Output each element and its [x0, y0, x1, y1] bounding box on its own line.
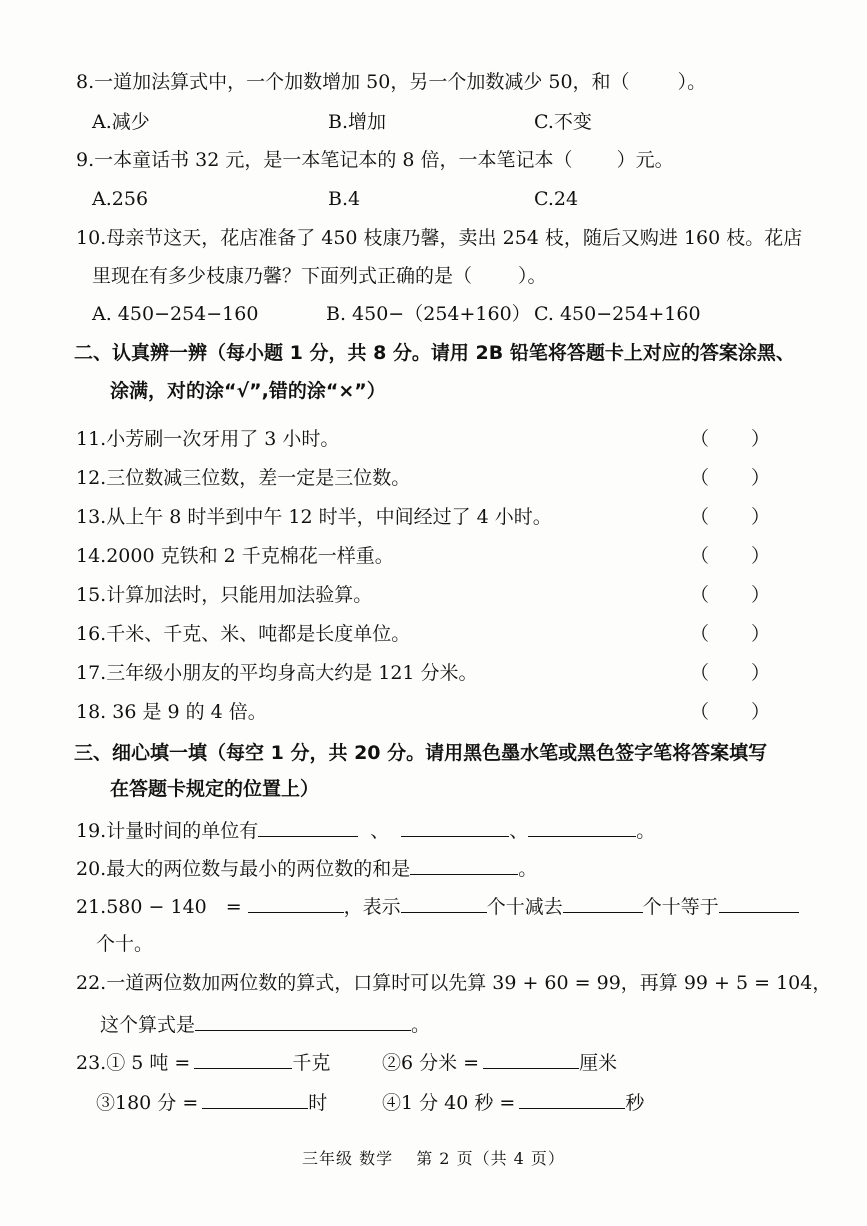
- answer-blank[interactable]: [194, 1048, 292, 1069]
- answer-blank[interactable]: [563, 892, 643, 913]
- option-10b: B. 450−（254+160）: [326, 303, 531, 325]
- question-23-stem: ②6 分米 =: [382, 1052, 480, 1074]
- question-9-close: ）元。: [616, 149, 674, 171]
- question-10-stem: 里现在有多少枝康乃馨？下面列式正确的是（: [92, 265, 473, 287]
- option-10c: C. 450−254+160: [534, 303, 701, 325]
- answer-blank[interactable]: [202, 1088, 308, 1109]
- paren-open: （: [690, 662, 710, 684]
- answer-parentheses[interactable]: [690, 582, 770, 608]
- period: 。: [636, 820, 656, 842]
- answer-parentheses[interactable]: [690, 543, 770, 569]
- question-8-close: ）。: [677, 71, 707, 93]
- question-23-part4: [382, 1088, 644, 1116]
- question-20-stem: 20.最大的两位数与最小的两位数的和是: [76, 858, 411, 880]
- answer-parentheses[interactable]: [690, 504, 770, 530]
- answer-blank[interactable]: [410, 854, 518, 875]
- unit-label: 时: [308, 1092, 328, 1114]
- question-23-part1: [76, 1048, 330, 1076]
- judge-item-text: 16.千米、千克、米、吨都是长度单位。: [76, 623, 411, 645]
- question-21-text: 个十等于: [642, 896, 719, 918]
- question-8-stem: 8.一道加法算式中，一个加数增加 50，另一个加数减少 50，和（: [76, 71, 630, 93]
- question-21-cont: 个十。: [96, 933, 154, 955]
- option-9b: B.4: [328, 188, 361, 210]
- question-22-stem: 这个算式是: [100, 1014, 196, 1036]
- paren-close: ）: [751, 584, 771, 606]
- question-8: [76, 69, 706, 95]
- answer-parentheses[interactable]: [690, 426, 770, 452]
- section-2-heading-cont: 涂满，对的涂“√”,错的涂“×”）: [110, 380, 386, 402]
- question-23-stem: ③180 分 =: [96, 1092, 199, 1114]
- answer-blank[interactable]: [248, 892, 344, 913]
- answer-blank[interactable]: [719, 892, 799, 913]
- question-20: [76, 854, 537, 882]
- judge-item-text: 17.三年级小朋友的平均身高大约是 121 分米。: [76, 662, 478, 684]
- option-9a: A.256: [92, 188, 149, 210]
- question-19-stem: 19.计量时间的单位有: [76, 820, 259, 842]
- answer-blank[interactable]: [519, 1088, 625, 1109]
- paren-close: ）: [751, 467, 771, 489]
- question-10-close: ）。: [518, 265, 547, 287]
- answer-parentheses[interactable]: [690, 660, 770, 686]
- option-8c: C.不变: [534, 111, 592, 133]
- paren-open: （: [690, 545, 710, 567]
- paren-close: ）: [751, 545, 771, 567]
- question-10-line1: 10.母亲节这天，花店准备了 450 枝康乃馨，卖出 254 枝，随后又购进 160 枝。花店: [76, 227, 803, 249]
- question-21-stem: 21.580 − 140 =: [76, 896, 242, 918]
- question-21-text: 个十减去: [486, 896, 563, 918]
- paren-open: （: [690, 701, 710, 723]
- answer-blank[interactable]: [195, 1010, 411, 1031]
- answer-blank[interactable]: [401, 892, 487, 913]
- option-10a: A. 450−254−160: [92, 303, 259, 325]
- answer-parentheses[interactable]: [690, 621, 770, 647]
- question-23-part2: [382, 1048, 617, 1076]
- option-9c: C.24: [534, 188, 579, 210]
- paren-open: （: [690, 467, 710, 489]
- judge-item-text: 15.计算加法时，只能用加法验算。: [76, 584, 373, 606]
- judge-item-text: 11.小芳刷一次牙用了 3 小时。: [76, 428, 340, 450]
- question-23-stem: 23.① 5 吨 =: [76, 1052, 191, 1074]
- question-23-part3: [96, 1088, 327, 1116]
- answer-parentheses[interactable]: [690, 699, 770, 725]
- question-9: [76, 147, 674, 173]
- judge-item-text: 18. 36 是 9 的 4 倍。: [76, 701, 267, 723]
- judge-item-text: 12.三位数减三位数，差一定是三位数。: [76, 467, 411, 489]
- option-8a: A.减少: [92, 111, 150, 133]
- paren-open: （: [690, 584, 710, 606]
- question-23-stem: ④1 分 40 秒 =: [382, 1092, 516, 1114]
- section-3-heading: 三、细心填一填（每空 1 分，共 20 分。请用黑色墨水笔或黑色签字笔将答案填写: [74, 742, 768, 764]
- answer-parentheses[interactable]: [690, 465, 770, 491]
- question-21-text: ，表示: [343, 896, 401, 918]
- answer-blank[interactable]: [528, 816, 636, 837]
- unit-label: 厘米: [579, 1052, 618, 1074]
- separator: 、: [370, 820, 390, 842]
- question-19: [76, 816, 655, 844]
- judge-item-text: 14.2000 克铁和 2 千克棉花一样重。: [76, 545, 394, 567]
- paren-close: ）: [751, 623, 771, 645]
- question-22-line2: [100, 1010, 430, 1038]
- page-footer: 三年级 数学 第 2 页（共 4 页）: [302, 1149, 565, 1168]
- option-8b: B.增加: [328, 111, 387, 133]
- question-10-line2: [92, 263, 547, 289]
- paren-close: ）: [751, 506, 771, 528]
- unit-label: 千克: [292, 1052, 331, 1074]
- section-3-heading-cont: 在答题卡规定的位置上）: [110, 778, 320, 800]
- paren-open: （: [690, 428, 710, 450]
- separator: 、: [509, 820, 529, 842]
- period: 。: [518, 858, 538, 880]
- answer-blank[interactable]: [483, 1048, 579, 1069]
- period: 。: [411, 1014, 431, 1036]
- question-9-stem: 9.一本童话书 32 元，是一本笔记本的 8 倍，一本笔记本（: [76, 149, 573, 171]
- paren-close: ）: [751, 701, 771, 723]
- unit-label: 秒: [625, 1092, 645, 1114]
- question-21: [76, 892, 799, 920]
- paren-close: ）: [751, 428, 771, 450]
- section-2-heading: 二、认真辨一辨（每小题 1 分，共 8 分。请用 2B 铅笔将答题卡上对应的答案涂黑、: [74, 342, 795, 364]
- paren-open: （: [690, 506, 710, 528]
- paren-close: ）: [751, 662, 771, 684]
- answer-blank[interactable]: [401, 816, 509, 837]
- paren-open: （: [690, 623, 710, 645]
- question-22-line1: 22.一道两位数加两位数的算式，口算时可以先算 39 + 60 = 99，再算 99 + 5 = 104，: [76, 972, 832, 994]
- judge-item-text: 13.从上午 8 时半到中午 12 时半，中间经过了 4 小时。: [76, 506, 552, 528]
- answer-blank[interactable]: [258, 816, 358, 837]
